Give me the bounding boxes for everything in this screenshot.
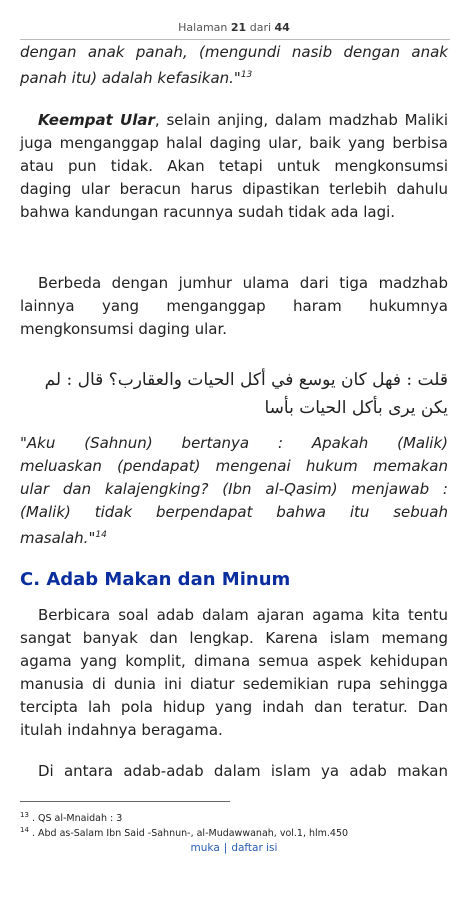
text-line: dengan anak panah, (mengundi nasib dengan anak — [20, 43, 448, 61]
home-link[interactable]: muka — [190, 842, 220, 854]
text-line: atau pun tidak. Akan tetapi untuk mengkonsumsi — [20, 157, 448, 175]
text-line: panah itu) adalah kefasikan."$^{13}$ — [20, 69, 253, 87]
toc-link[interactable]: daftar isi — [231, 842, 278, 854]
translation-quote — [20, 432, 448, 550]
footnote-14: $^{14}$ . Abd as-Salam Ibn Said -Sahnun-, al-Mudawwanah, vol.1, hlm.450 — [20, 826, 349, 840]
text-line: masalah."$^{14}$ — [20, 529, 107, 547]
header-page-number: 21 — [230, 21, 247, 34]
arabic-line: يكن يرى بأكل الحيات بأسا — [264, 398, 448, 418]
text-line: juga menganggap halal daging ular, baik yang berbisa — [20, 134, 448, 152]
text-line: manusia di dunia ini diatur sedemikian rupa sehingga — [20, 675, 448, 693]
header-middle: dari — [249, 21, 272, 34]
footnote-ref-14: 14 — [95, 530, 107, 540]
arabic-quote — [20, 366, 448, 422]
page-navigation — [0, 842, 468, 854]
paragraph-berbeda — [20, 272, 448, 341]
text-line: meluaskan (pendapat) mengenai hukum memakan — [20, 457, 448, 475]
text-line: itulah indahnya beragama. — [20, 721, 223, 739]
arabic-line: قلت : فهل كان يوسع في أكل الحيات والعقارب؟ قال : لم — [44, 370, 448, 390]
text-line: ular dan kalajengking? (Ibn al-Qasim) menjawab : — [20, 480, 448, 498]
footnote-divider — [20, 801, 230, 802]
paragraph-ular — [20, 109, 448, 224]
footnote-ref-13: 13 — [240, 70, 253, 80]
header-total-pages: 44 — [274, 21, 290, 34]
text-line: tercipta lah pola hidup yang indah dan teratur. Dan — [20, 698, 448, 716]
paragraph-diantara — [20, 760, 448, 783]
paragraph-adab — [20, 604, 448, 742]
text-line: Berbicara soal adab dalam ajaran agama kita tentu — [38, 606, 448, 624]
text-line: bahwa kandungan racunnya sudah tidak ada lagi. — [20, 203, 396, 221]
text-line: Di antara adab-adab dalam islam ya adab makan — [38, 762, 448, 780]
text-line: Keempat Ular, selain anjing, dalam madzhab Maliki — [38, 111, 448, 129]
text-line: Berbeda dengan jumhur ulama dari tiga madzhab — [38, 274, 448, 292]
text-line: lainnya yang menganggap haram hukumnya — [20, 297, 448, 315]
text-line: (Malik) tidak berpendapat bahwa itu sebuah — [20, 503, 448, 521]
text-line: agama yang komplit, dimana semua aspek kehidupan — [20, 652, 448, 670]
paragraph-continuation — [20, 41, 448, 90]
nav-separator: | — [223, 842, 228, 854]
page-header — [0, 21, 468, 34]
header-prefix: Halaman — [178, 21, 228, 34]
text-line: "Aku (Sahnun) bertanya : Apakah (Malik) — [20, 434, 448, 452]
header-divider — [20, 39, 450, 40]
text-line: daging ular beracun harus dipastikan terlebih dahulu — [20, 180, 448, 198]
footnote-13: $^{13}$ . QS al-Mnaidah : 3 — [20, 811, 123, 825]
section-heading: C. Adab Makan dan Minum — [20, 569, 291, 590]
text-line: mengkonsumsi daging ular. — [20, 320, 228, 338]
text-line: sangat banyak dan lengkap. Karena islam memang — [20, 629, 448, 647]
term-keempat-ular: Keempat Ular — [38, 111, 155, 129]
